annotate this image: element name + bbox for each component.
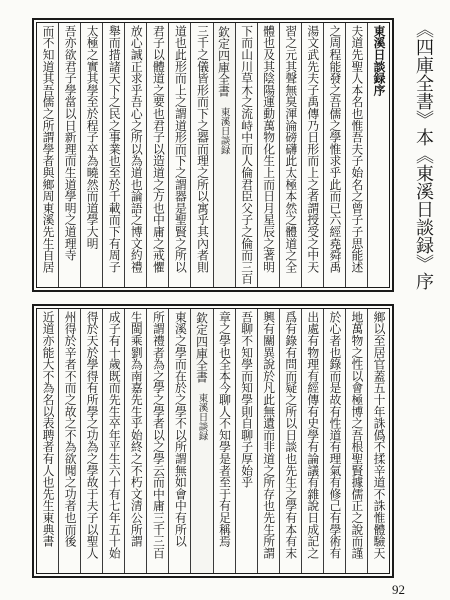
book-title: 東溪日談録 [196, 392, 208, 441]
text-column: 東溪之學而在於之學不以所謂無如會中有所以 [168, 309, 190, 573]
text-column: 鄉以至居官蓋五十年誅僞不揉辛道不誅惟體驗天 [367, 309, 389, 573]
text-column: 章之學也全本今聊人不知學是者至于有足稱焉 [213, 309, 235, 573]
text-column: 生閩乘劉為南嘉先生乎始終之不朽文清公所謂 [124, 309, 146, 573]
side-caption: 《四庫全書》本《東溪日談録》序 [413, 20, 434, 290]
text-column: 下而山川草木之流峙中而人倫君臣父子之倫而三百 [235, 23, 257, 287]
text-column: 吾聊不知學而知學則自聊子厚始乎 [235, 309, 257, 573]
text-column: 興有關異說於凡此無遺而非道之所存也先生所謂 [257, 309, 279, 573]
text-column: 太極之實其學至於程子卒為曉然而道學大明 [80, 23, 102, 287]
text-column: 得於天於學得有所學之功為之學故于夫子以聖人 [80, 309, 102, 573]
text-column: 湯文武先夫子禹傳乃日形而上之者謂授受之中天 [301, 23, 323, 287]
text-column: 出處有物理有經傳有史學有論議有雜說日成記之 [301, 309, 323, 573]
text-column: 地萬物之性以會極博之吾根聖賢據儒正之說而謹 [345, 309, 367, 573]
text-column: 放心誠正求乎吾心之所以為道也論語之博文約禮 [124, 23, 146, 287]
text-column: 近道亦能大不為名以表聘者有人也先生東典書 [41, 311, 56, 547]
series-title: 欽定四庫全書 [194, 312, 209, 383]
upper-page-columns [36, 22, 390, 288]
text-column: 吾亦欲君子學當以日新理而生道學明之道理寺 [58, 23, 80, 287]
text-column: 舉而措諸天下之民之事業也至於千載而下有周子 [102, 23, 124, 287]
fold-column [213, 23, 235, 287]
text-column: 於心者也錄而是故有性道有理氣有修己有學術有 [323, 309, 345, 573]
preface-title: 東溪日談録序 [367, 23, 389, 287]
series-title: 欽定四庫全書 [216, 26, 231, 97]
book-title: 東溪日談録 [218, 106, 230, 155]
text-column: 夫道先聖人本名也惟吾夫子始名之曾子子思能述 [345, 23, 367, 287]
text-column: 君子以體道之要也君子以造道之方也中庸之戒懼 [146, 23, 168, 287]
text-column: 爲有錄有問而疑之所以日談也先生之學有本有末 [279, 309, 301, 573]
text-column: 州得於辛者不而之故之不為欲聞之功者也而後 [58, 309, 80, 573]
upper-page [32, 18, 394, 292]
text-column: 所謂禮者為之學之學者以之學云而中庸三千三百 [146, 309, 168, 573]
text-column: 而不知道其吾儒之所謂學者與鄉周東溪先生自居 [41, 25, 56, 273]
page-number: 92 [392, 582, 405, 597]
text-column: 之周程能發之吾儒之學惟求乎此而已六經堯舜禹 [323, 23, 345, 287]
text-column: 成子有十歲既而先生卒年平生六十有七年五十始 [102, 309, 124, 573]
text-column: 道也此形而上之謂道形而下之謂器是聖賢之所以 [168, 23, 190, 287]
lower-page [32, 304, 394, 578]
text-column: 三千之儀皆形而下之器而理之所以寓乎其內者則 [190, 23, 212, 287]
text-column: 習之元其聲無臭渾淪磅礴此太極本然之體道之全 [279, 23, 301, 287]
fold-column [190, 309, 212, 573]
lower-page-columns [36, 308, 390, 574]
text-column: 體也及其陰陽運動萬物化生上而日月星辰之著明 [257, 23, 279, 287]
